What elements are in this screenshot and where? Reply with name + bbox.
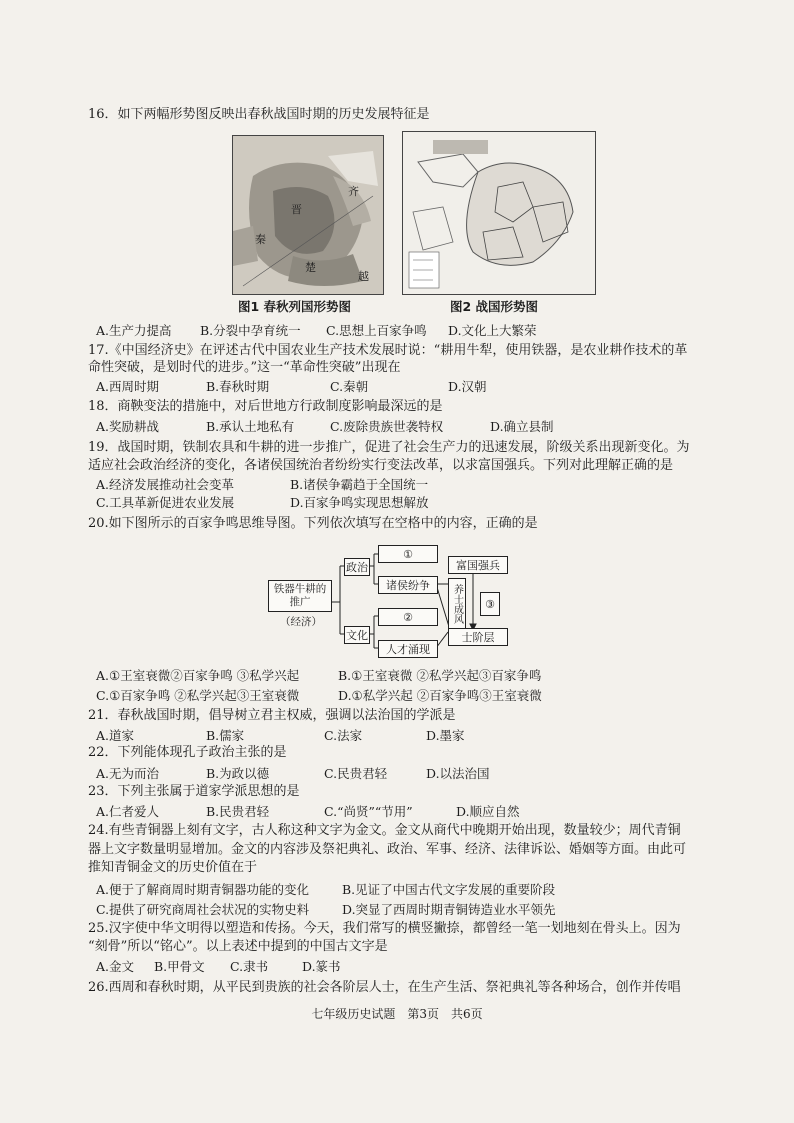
q23-option-b[interactable]: B.民贵君轻 bbox=[206, 804, 270, 819]
q24-line1: 24.有些青铜器上刻有文字，古人称这种文字为金文。金文从商代中晚期开始出现，数量较少；周代青铜 bbox=[88, 823, 681, 838]
q22-option-c[interactable]: C.民贵君轻 bbox=[324, 766, 388, 781]
q24-option-b[interactable]: B.见证了中国古代文字发展的重要阶段 bbox=[342, 882, 556, 897]
map1-label-qi: 齐 bbox=[348, 185, 359, 198]
q24-options-row1 bbox=[96, 879, 555, 900]
map1-label-chu: 楚 bbox=[305, 261, 316, 274]
map1-label-qin: 秦 bbox=[255, 233, 266, 246]
q19-line1: 19．战国时期，铁制农具和牛耕的进一步推广，促进了社会生产力的迅速发展，阶级关系出现新变化。为 bbox=[88, 440, 690, 455]
q20-option-d[interactable]: D.①私学兴起 ②百家争鸣③王室衰微 bbox=[338, 688, 542, 703]
q23-option-d[interactable]: D.顺应自然 bbox=[456, 804, 520, 819]
mind-map-war: 诸侯纷争 bbox=[378, 576, 438, 594]
mind-map-iron-plough: 铁器牛耕的推广 bbox=[268, 580, 332, 612]
warring-states-map-graphic bbox=[403, 132, 595, 294]
q16-option-a[interactable]: A.生产力提高 bbox=[96, 323, 172, 338]
map2-caption: 图2 战国形势图 bbox=[450, 299, 539, 314]
q26-line1: 26.西周和春秋时期，从平民到贵族的社会各阶层人士，在生产生活、祭祀典礼等各种场合，创作并传唱 bbox=[88, 980, 681, 995]
q23-options bbox=[96, 801, 520, 822]
q25-option-a[interactable]: A.金文 bbox=[96, 959, 135, 974]
q20-options-row1 bbox=[96, 665, 541, 686]
q19-option-c[interactable]: C.工具革新促进农业发展 bbox=[96, 495, 235, 510]
q24-option-d[interactable]: D.突显了西周时期青铜铸造业水平领先 bbox=[342, 902, 556, 917]
q21-option-c[interactable]: C.法家 bbox=[324, 728, 363, 743]
q17-option-b[interactable]: B.春秋时期 bbox=[206, 379, 270, 394]
q23-option-c[interactable]: C.“尚贤”“节用” bbox=[324, 804, 413, 819]
q19-line2: 适应社会政治经济的变化，各诸侯国统治者纷纷实行变法改革，以求富国强兵。下列对此理解正确的是 bbox=[88, 458, 674, 473]
q25-option-b[interactable]: B.甲骨文 bbox=[154, 959, 205, 974]
mind-map-diagram bbox=[268, 542, 513, 662]
q17-option-c[interactable]: C.秦朝 bbox=[330, 379, 369, 394]
q19-option-d[interactable]: D.百家争鸣实现思想解放 bbox=[290, 495, 429, 510]
q19-option-b[interactable]: B.诸侯争霸趋于全国统一 bbox=[290, 477, 429, 492]
q17-line1: 17.《中国经济史》在评述古代中国农业生产技术发展时说：“耕用牛犁，使用铁器，是农业耕作技术的革 bbox=[88, 343, 688, 358]
mind-map-politics: 政治 bbox=[344, 558, 370, 576]
q18-options bbox=[96, 416, 554, 437]
spring-autumn-map bbox=[232, 135, 384, 295]
warring-states-map bbox=[402, 131, 596, 295]
q20-option-c[interactable]: C.①百家争鸣 ②私学兴起③王室衰微 bbox=[96, 688, 300, 703]
q22-option-a[interactable]: A.无为而治 bbox=[96, 766, 160, 781]
q23-stem: 23．下列主张属于道家学派思想的是 bbox=[88, 784, 300, 799]
q16-option-d[interactable]: D.文化上大繁荣 bbox=[448, 323, 537, 338]
q23-option-a[interactable]: A.仁者爱人 bbox=[96, 804, 160, 819]
mind-map-rich-state: 富国强兵 bbox=[448, 556, 508, 574]
q25-option-d[interactable]: D.篆书 bbox=[302, 959, 341, 974]
q19-options-row2 bbox=[96, 492, 429, 513]
q24-option-c[interactable]: C.提供了研究商周社会状况的实物史料 bbox=[96, 902, 310, 917]
q25-line2: “刻骨”所以“铭心”。以上表述中提到的中国古文字是 bbox=[88, 939, 388, 954]
map1-label-jin: 晋 bbox=[291, 203, 302, 216]
q18-option-c[interactable]: C.废除贵族世袭特权 bbox=[330, 419, 444, 434]
q20-option-a[interactable]: A.①王室衰微②百家争鸣 ③私学兴起 bbox=[96, 668, 300, 683]
q22-option-d[interactable]: D.以法治国 bbox=[426, 766, 490, 781]
q21-option-b[interactable]: B.儒家 bbox=[206, 728, 245, 743]
mind-map-blank-3: ③ bbox=[480, 592, 500, 616]
q20-stem: 20.如下图所示的百家争鸣思维导图。下列依次填写在空格中的内容，正确的是 bbox=[88, 516, 538, 531]
q20-option-b[interactable]: B.①王室衰微 ②私学兴起③百家争鸣 bbox=[338, 668, 542, 683]
q17-option-a[interactable]: A.西周时期 bbox=[96, 379, 160, 394]
q17-option-d[interactable]: D.汉朝 bbox=[448, 379, 487, 394]
mind-map-blank-2: ② bbox=[378, 608, 438, 626]
q16-option-b[interactable]: B.分裂中孕育统一 bbox=[200, 323, 301, 338]
q18-option-b[interactable]: B.承认土地私有 bbox=[206, 419, 295, 434]
q25-line1: 25.汉字使中华文明得以塑造和传扬。今天，我们常写的横竖撇捺，都曾经一笔一划地刻在骨头上。因为 bbox=[88, 921, 681, 936]
q18-option-a[interactable]: A.奖励耕战 bbox=[96, 419, 160, 434]
map1-label-yue: 越 bbox=[358, 270, 369, 283]
mind-map-shi-class: 士阶层 bbox=[448, 628, 508, 646]
q24-line3: 推知青铜金文的历史价值在于 bbox=[88, 860, 258, 875]
mind-map-talent: 人才涌现 bbox=[378, 640, 438, 658]
q22-stem: 22．下列能体现孔子政治主张的是 bbox=[88, 745, 287, 760]
q21-stem: 21．春秋战国时期，倡导树立君主权威，强调以法治国的学派是 bbox=[88, 708, 456, 723]
q17-options bbox=[96, 376, 487, 397]
q16-option-c[interactable]: C.思想上百家争鸣 bbox=[326, 323, 427, 338]
q16-options bbox=[96, 320, 537, 341]
mind-map-economy-note: （经济） bbox=[280, 616, 322, 628]
q20-options-row2 bbox=[96, 685, 542, 706]
q18-option-d[interactable]: D.确立县制 bbox=[490, 419, 554, 434]
q16-stem: 16．如下两幅形势图反映出春秋战国时期的历史发展特征是 bbox=[88, 107, 430, 122]
mind-map-yangshi: 养士成风 bbox=[448, 578, 466, 630]
q17-line2: 命性突破，是划时代的进步。”这一“革命性突破”出现在 bbox=[88, 360, 401, 375]
mind-map-culture: 文化 bbox=[344, 626, 370, 644]
q25-option-c[interactable]: C.隶书 bbox=[230, 959, 269, 974]
q22-option-b[interactable]: B.为政以德 bbox=[206, 766, 270, 781]
map1-caption: 图1 春秋列国形势图 bbox=[238, 299, 352, 314]
page-footer: 七年级历史试题 第3页 共6页 bbox=[311, 1007, 483, 1021]
mind-map-blank-1: ① bbox=[378, 545, 438, 563]
q18-stem: 18．商鞅变法的措施中，对后世地方行政制度影响最深远的是 bbox=[88, 399, 443, 414]
q24-option-a[interactable]: A.便于了解商周时期青铜器功能的变化 bbox=[96, 882, 310, 897]
q21-option-a[interactable]: A.道家 bbox=[96, 728, 135, 743]
q25-options bbox=[96, 956, 341, 977]
q19-option-a[interactable]: A.经济发展推动社会变革 bbox=[96, 477, 235, 492]
q24-line2: 器上文字数量明显增加。金文的内容涉及祭祀典礼、政治、军事、经济、法律诉讼、婚姻等方面。由此可 bbox=[88, 842, 687, 857]
q21-option-d[interactable]: D.墨家 bbox=[426, 728, 465, 743]
q24-options-row2 bbox=[96, 899, 556, 920]
